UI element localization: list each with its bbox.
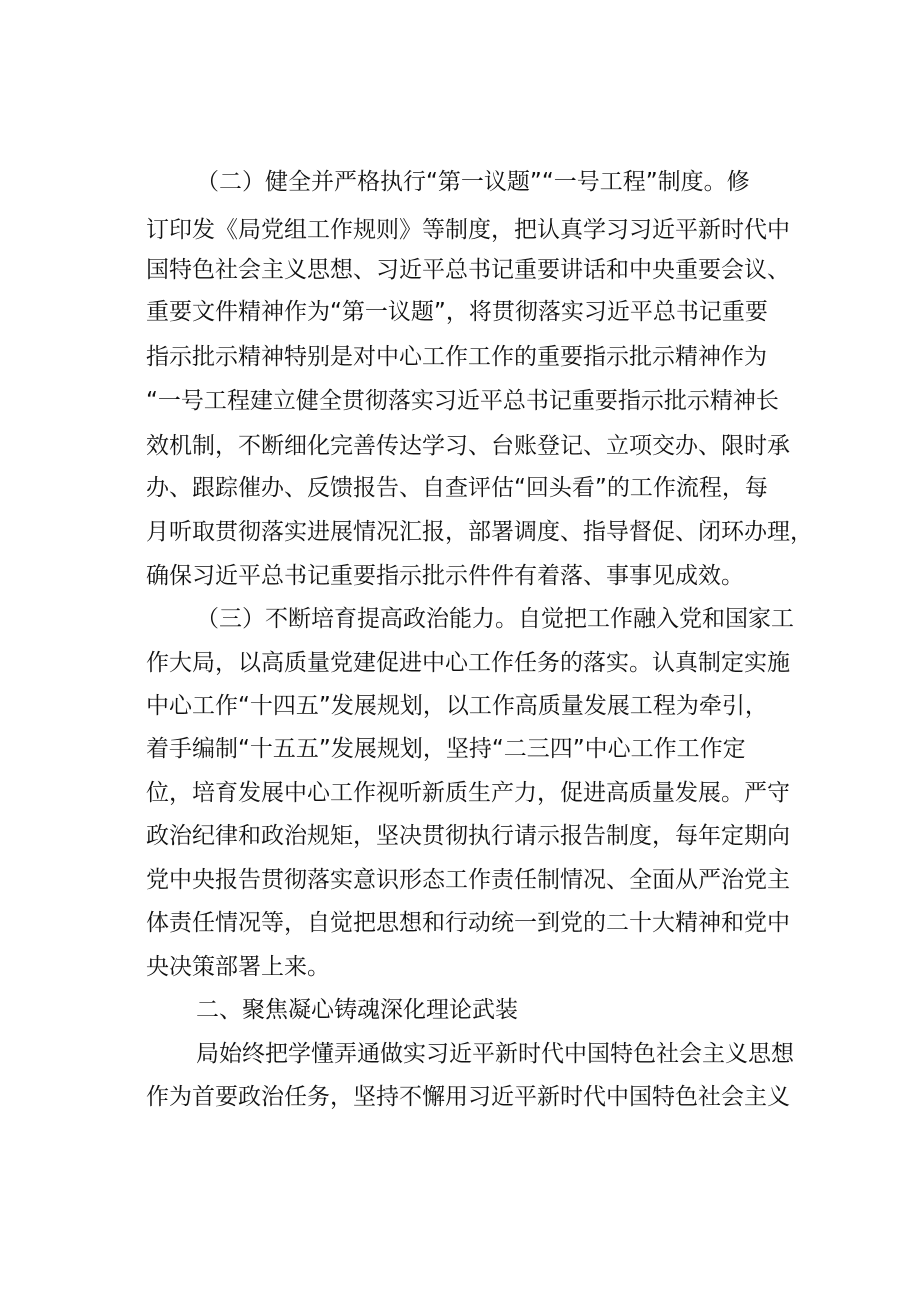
text-line: 效机制，不断细化完善传达学习、台账登记、立项交办、限时承: [146, 433, 790, 459]
text-line: “一号工程建立健全贯彻落实习近平总书记重要指示批示精神长: [146, 388, 779, 414]
text-line: 位，培育发展中心工作视听新质生产力，促进高质量发展。严守: [146, 780, 790, 806]
text-line: 办、跟踪催办、反馈报告、自查评估“回头看”的工作流程，每: [146, 475, 768, 501]
paragraph-2-heading-line: （二）健全并严格执行“第一议题”“一号工程”制度。修: [196, 169, 750, 195]
text-line: 着手编制“十五五”发展规划，坚持“二三四”中心工作工作定: [146, 736, 746, 762]
text-line: 央决策部署上来。: [146, 954, 330, 980]
text-line: 订印发《局党组工作规则》等制度，把认真学习习近平新时代中: [146, 217, 790, 243]
text-line: 体责任情况等，自觉把思想和行动统一到党的二十大精神和党中: [146, 910, 790, 936]
section-2-heading: 二、聚焦凝心铸魂深化理论武装: [196, 997, 518, 1023]
text-line: 重要文件精神作为“第一议题”，将贯彻落实习近平总书记重要: [146, 299, 768, 325]
text-line: 作为首要政治任务，坚持不懈用习近平新时代中国特色社会主义: [146, 1084, 790, 1110]
text-line: 指示批示精神特别是对中心工作工作的重要指示批示精神作为: [146, 344, 767, 370]
text-line: 政治纪律和政治规矩，坚决贯彻执行请示报告制度，每年定期向: [146, 823, 790, 849]
paragraph-3-heading-line: （三）不断培育提高政治能力。自觉把工作融入党和国家工: [196, 606, 794, 632]
text-line: 确保习近平总书记重要指示批示件件有着落、事事见成效。: [146, 563, 744, 589]
text-line: 作大局，以高质量党建促进中心工作任务的落实。认真制定实施: [146, 650, 790, 676]
text-line: 局始终把学懂弄通做实习近平新时代中国特色社会主义思想: [196, 1041, 794, 1067]
text-line: 月听取贯彻落实进展情况汇报，部署调度、指导督促、闭环办理，: [146, 519, 813, 545]
text-line: 中心工作“十四五”发展规划，以工作高质量发展工程为牵引，: [146, 693, 768, 719]
text-line: 党中央报告贯彻落实意识形态工作责任制情况、全面从严治党主: [146, 867, 790, 893]
text-line: 国特色社会主义思想、习近平总书记重要讲话和中央重要会议、: [146, 257, 790, 283]
